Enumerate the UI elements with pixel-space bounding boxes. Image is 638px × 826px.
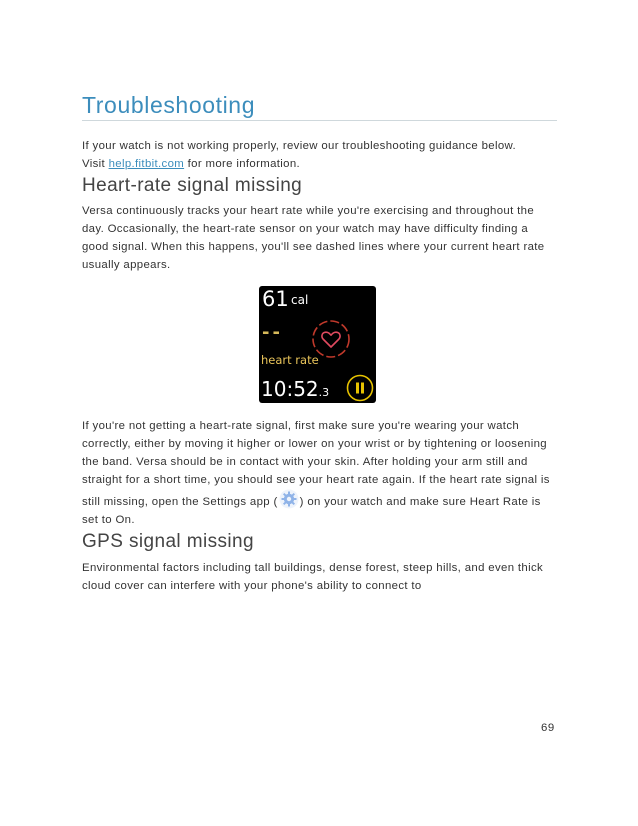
heart-rate-paragraph-2-text: If you're not getting a heart-rate signal, first make sure you're wearing your watch correctly, either by moving it higher or lower on your wrist or by tightening or loosening the band. Versa should be in contact with your skin. After holding your arm still and straight for a short time, you should see your heart rate again. If the heart rate signal is still missing, open the Settings app ( [82, 420, 550, 508]
help-link[interactable]: help.fitbit.com [108, 158, 185, 170]
watch-figure [80, 286, 555, 403]
heart-rate-dashes: -- [262, 322, 283, 343]
heart-rate-label: heart rate [261, 353, 319, 367]
intro-visit-text: Visit [82, 158, 109, 170]
heart-rate-paragraph: Versa continuously tracks your heart rate while you're exercising and throughout the day. Occasionally, the heart-rate sensor on your watch may have difficulty finding a good signal. When this happens, you'll see dashed lines where your current heart rate usually appears. [82, 205, 545, 271]
gps-paragraph: Environmental factors including tall buildings, dense forest, steep hills, and even thick cloud cover can interfere with your phone's ability to connect to [82, 562, 544, 592]
heart-rate-paragraph-2 [82, 417, 557, 529]
intro-after-text: for more information. [184, 158, 301, 170]
gear-icon [279, 489, 299, 509]
intro-text: If your watch is not working properly, review our troubleshooting guidance below. [82, 140, 516, 152]
page-number: 69 [541, 722, 555, 734]
intro-paragraph [82, 137, 557, 173]
title-divider [82, 120, 557, 121]
calories-unit: cal [291, 293, 309, 307]
section-heading-heart-rate: Heart-rate signal missing [82, 175, 303, 196]
document-page [82, 90, 557, 595]
calories-value: 61 [262, 287, 289, 311]
watch-screen-image [259, 286, 376, 403]
heart-rate-paragraph-2-end: ) on your watch and make sure Heart Rate is set to On. [82, 496, 541, 526]
elapsed-time-fraction: .3 [318, 386, 330, 399]
section-heading-gps: GPS signal missing [82, 531, 254, 552]
page-title: Troubleshooting [82, 92, 256, 118]
elapsed-time [261, 377, 329, 403]
elapsed-time-main: 10:52 [261, 377, 319, 401]
pause-icon [346, 374, 374, 402]
